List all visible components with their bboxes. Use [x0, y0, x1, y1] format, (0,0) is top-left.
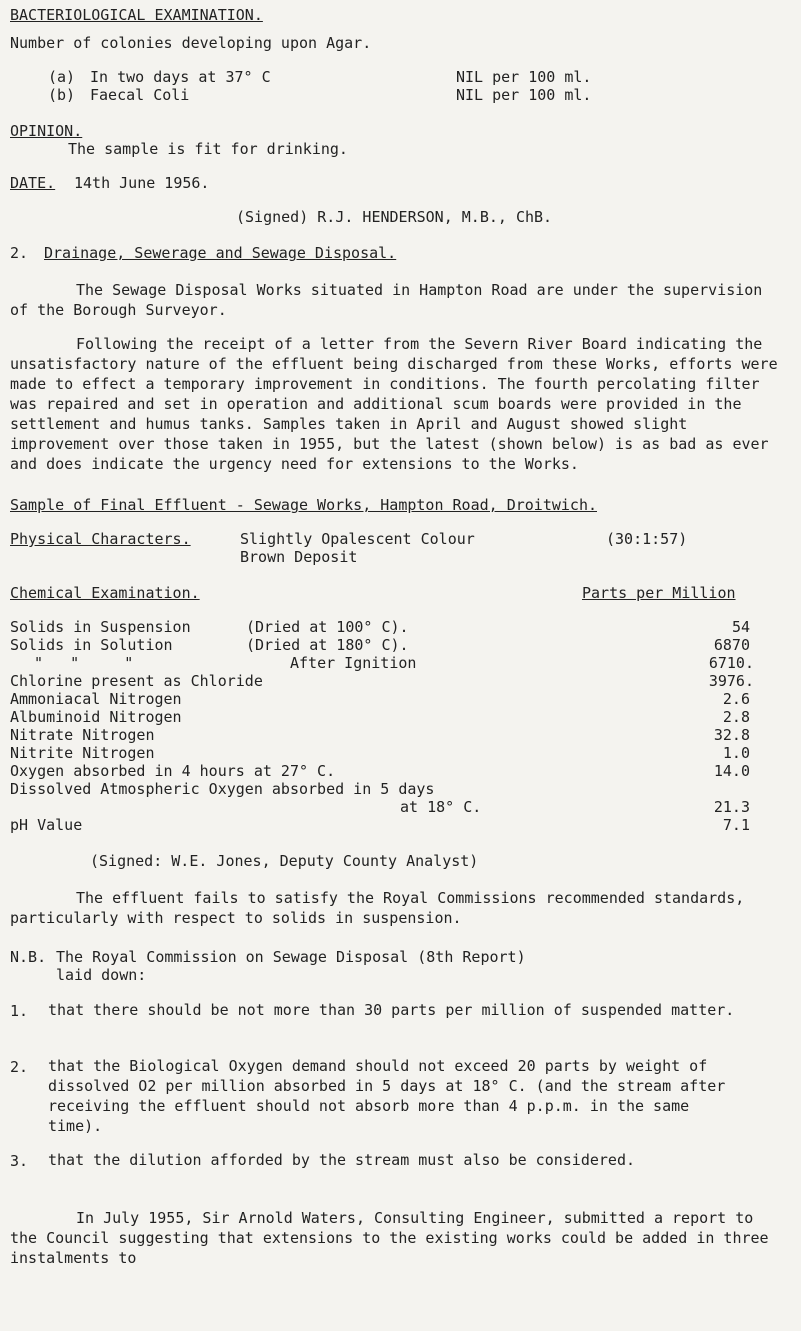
- nb-label: N.B.: [10, 948, 47, 966]
- chem-value: 6870: [713, 636, 750, 654]
- chem-value: 7.1: [722, 816, 750, 834]
- signature-1: (Signed) R.J. HENDERSON, M.B., ChB.: [236, 208, 553, 226]
- chem-value: 1.0: [722, 744, 750, 762]
- paragraph-1: The Sewage Disposal Works situated in Hampton Road are under the supervision of the Borough Surveyor.: [10, 281, 763, 319]
- chemical-label: Chemical Examination.: [10, 584, 200, 602]
- units-header: Parts per Million: [582, 584, 736, 602]
- colony-value-a: NIL per 100 ml.: [456, 68, 592, 86]
- section-2-title: Drainage, Sewerage and Sewage Disposal.: [44, 244, 397, 262]
- date-text: 14th June 1956.: [74, 174, 210, 192]
- point-number: 3.: [10, 1152, 29, 1170]
- chem-value: 32.8: [713, 726, 750, 744]
- colony-label-b: (b): [48, 86, 76, 104]
- chem-value: 14.0: [713, 762, 750, 780]
- physical-colour: Slightly Opalescent Colour: [240, 530, 475, 548]
- chem-name: Oxygen absorbed in 4 hours at 27° C.: [10, 762, 336, 780]
- colony-value-b: NIL per 100 ml.: [456, 86, 592, 104]
- nb-text-2: laid down:: [56, 966, 147, 984]
- physical-label: Physical Characters.: [10, 530, 191, 548]
- chem-name: Nitrate Nitrogen: [10, 726, 155, 744]
- chem-value: 2.6: [722, 690, 750, 708]
- chem-name: " " ": [34, 654, 134, 672]
- chem-value: 6710.: [708, 654, 754, 672]
- physical-ratio: (30:1:57): [606, 530, 688, 548]
- signature-2: (Signed: W.E. Jones, Deputy County Analyst): [90, 852, 479, 870]
- colonies-intro: Number of colonies developing upon Agar.: [10, 34, 372, 52]
- chem-cond: (Dried at 100° C).: [246, 618, 409, 636]
- chem-value: 2.8: [722, 708, 750, 726]
- chem-name: Solids in Solution: [10, 636, 173, 654]
- colony-desc-b: Faecal Coli: [90, 86, 190, 104]
- point-number: 2.: [10, 1058, 29, 1076]
- colony-desc-a: In two days at 37° C: [90, 68, 271, 86]
- point-text: that the Biological Oxygen demand should not exceed 20 parts by weight of dissolved O2 per million absorbed in 5 days at 18° C. (and the stream after receiving the effluent should not absorb more than 4 p.p.m. in the same time).: [48, 1057, 726, 1135]
- chem-name: at 18° C.: [400, 798, 482, 816]
- chem-value: 21.3: [713, 798, 750, 816]
- chem-value: 3976.: [708, 672, 754, 690]
- point-text: that there should be not more than 30 parts per million of suspended matter.: [48, 1001, 735, 1019]
- chem-name: Dissolved Atmospheric Oxygen absorbed in 5 days: [10, 780, 435, 798]
- paragraph-4: In July 1955, Sir Arnold Waters, Consulting Engineer, submitted a report to the Council suggesting that extensions to the existing works could be added in three instalments to: [10, 1209, 769, 1267]
- section-header: BACTERIOLOGICAL EXAMINATION.: [10, 6, 263, 24]
- section-2-number: 2.: [10, 244, 29, 262]
- chem-cond: After Ignition: [290, 654, 417, 672]
- chem-value: 54: [731, 618, 750, 636]
- chem-name: Ammoniacal Nitrogen: [10, 690, 182, 708]
- colony-label-a: (a): [48, 68, 76, 86]
- point-number: 1.: [10, 1002, 29, 1020]
- opinion-text: The sample is fit for drinking.: [68, 140, 348, 158]
- paragraph-3: The effluent fails to satisfy the Royal Commissions recommended standards, particularly with respect to solids in suspension.: [10, 889, 745, 927]
- sample-title: Sample of Final Effluent - Sewage Works, Hampton Road, Droitwich.: [10, 496, 597, 514]
- chem-cond: (Dried at 180° C).: [246, 636, 409, 654]
- opinion-label: OPINION.: [10, 122, 83, 140]
- date-label: DATE.: [10, 174, 56, 192]
- point-text: that the dilution afforded by the stream must also be considered.: [48, 1151, 635, 1169]
- chem-name: Chlorine present as Chloride: [10, 672, 263, 690]
- paragraph-2: Following the receipt of a letter from the Severn River Board indicating the unsatisfactory nature of the effluent being discharged from these Works, efforts were made to effect a temporary improvement in conditions. The fourth percolating filter was repaired and set in operation and additional scum boards were provided in the settlement and humus tanks. Samples taken in April and August showed slight improvement over those taken in 1955, but the latest (shown below) is as bad as ever and does indicate the urgency need for extensions to the Works.: [10, 335, 778, 473]
- chem-name: pH Value: [10, 816, 83, 834]
- physical-deposit: Brown Deposit: [240, 548, 358, 566]
- chem-name: Albuminoid Nitrogen: [10, 708, 182, 726]
- nb-text: The Royal Commission on Sewage Disposal (8th Report): [56, 948, 526, 966]
- chem-name: Nitrite Nitrogen: [10, 744, 155, 762]
- chem-name: Solids in Suspension: [10, 618, 191, 636]
